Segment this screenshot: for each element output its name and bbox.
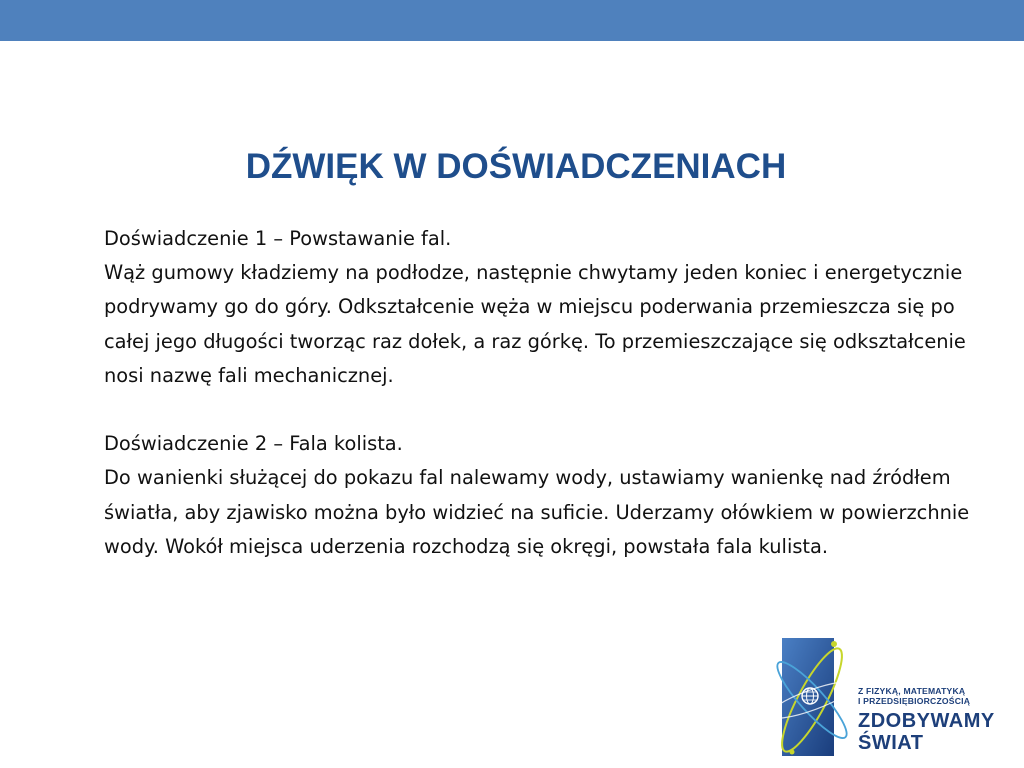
slide-body xyxy=(104,222,984,564)
experiment-2-description: Do wanienki służącej do pokazu fal nalewamy wody, ustawiamy wanienkę nad źródłem światła, aby zjawisko można było widzieć na suficie. Uderzamy ołówkiem w powierzchnie wody. Wokół miejsca uderzenia rozchodzą się okręgi, powstała fala kulista. xyxy=(104,466,970,558)
logo-text xyxy=(858,687,1024,754)
paragraph-spacer xyxy=(104,393,984,427)
experiment-1-description: Wąż gumowy kładziemy na podłodze, następnie chwytamy jeden koniec i energetycznie podrywamy go do góry. Odkształcenie węża w miejscu poderwania przemieszcza się po całej jego długości tworząc raz dołek, a raz górkę. To przemieszczające się odkształcenie nosi nazwę fali mechanicznej. xyxy=(104,261,966,387)
logo-tagline-line1: Z FIZYKĄ, MATEMATYKĄ xyxy=(858,686,966,696)
logo-dot xyxy=(790,750,795,755)
logo-dot xyxy=(831,641,837,647)
logo-tagline-line2: I PRZEDSIĘBIORCZOŚCIĄ xyxy=(858,695,971,706)
logo-wordmark-line2: ŚWIAT xyxy=(858,732,924,754)
top-accent-band xyxy=(0,0,1024,41)
slide-title: DŹWIĘK W DOŚWIADCZENIACH xyxy=(245,147,787,186)
experiment-1-heading: Doświadczenie 1 – Powstawanie fal. xyxy=(104,227,452,250)
logo-wordmark-line1: ZDOBYWAMY xyxy=(858,710,995,732)
experiment-2-heading: Doświadczenie 2 – Fala kolista. xyxy=(104,432,403,456)
